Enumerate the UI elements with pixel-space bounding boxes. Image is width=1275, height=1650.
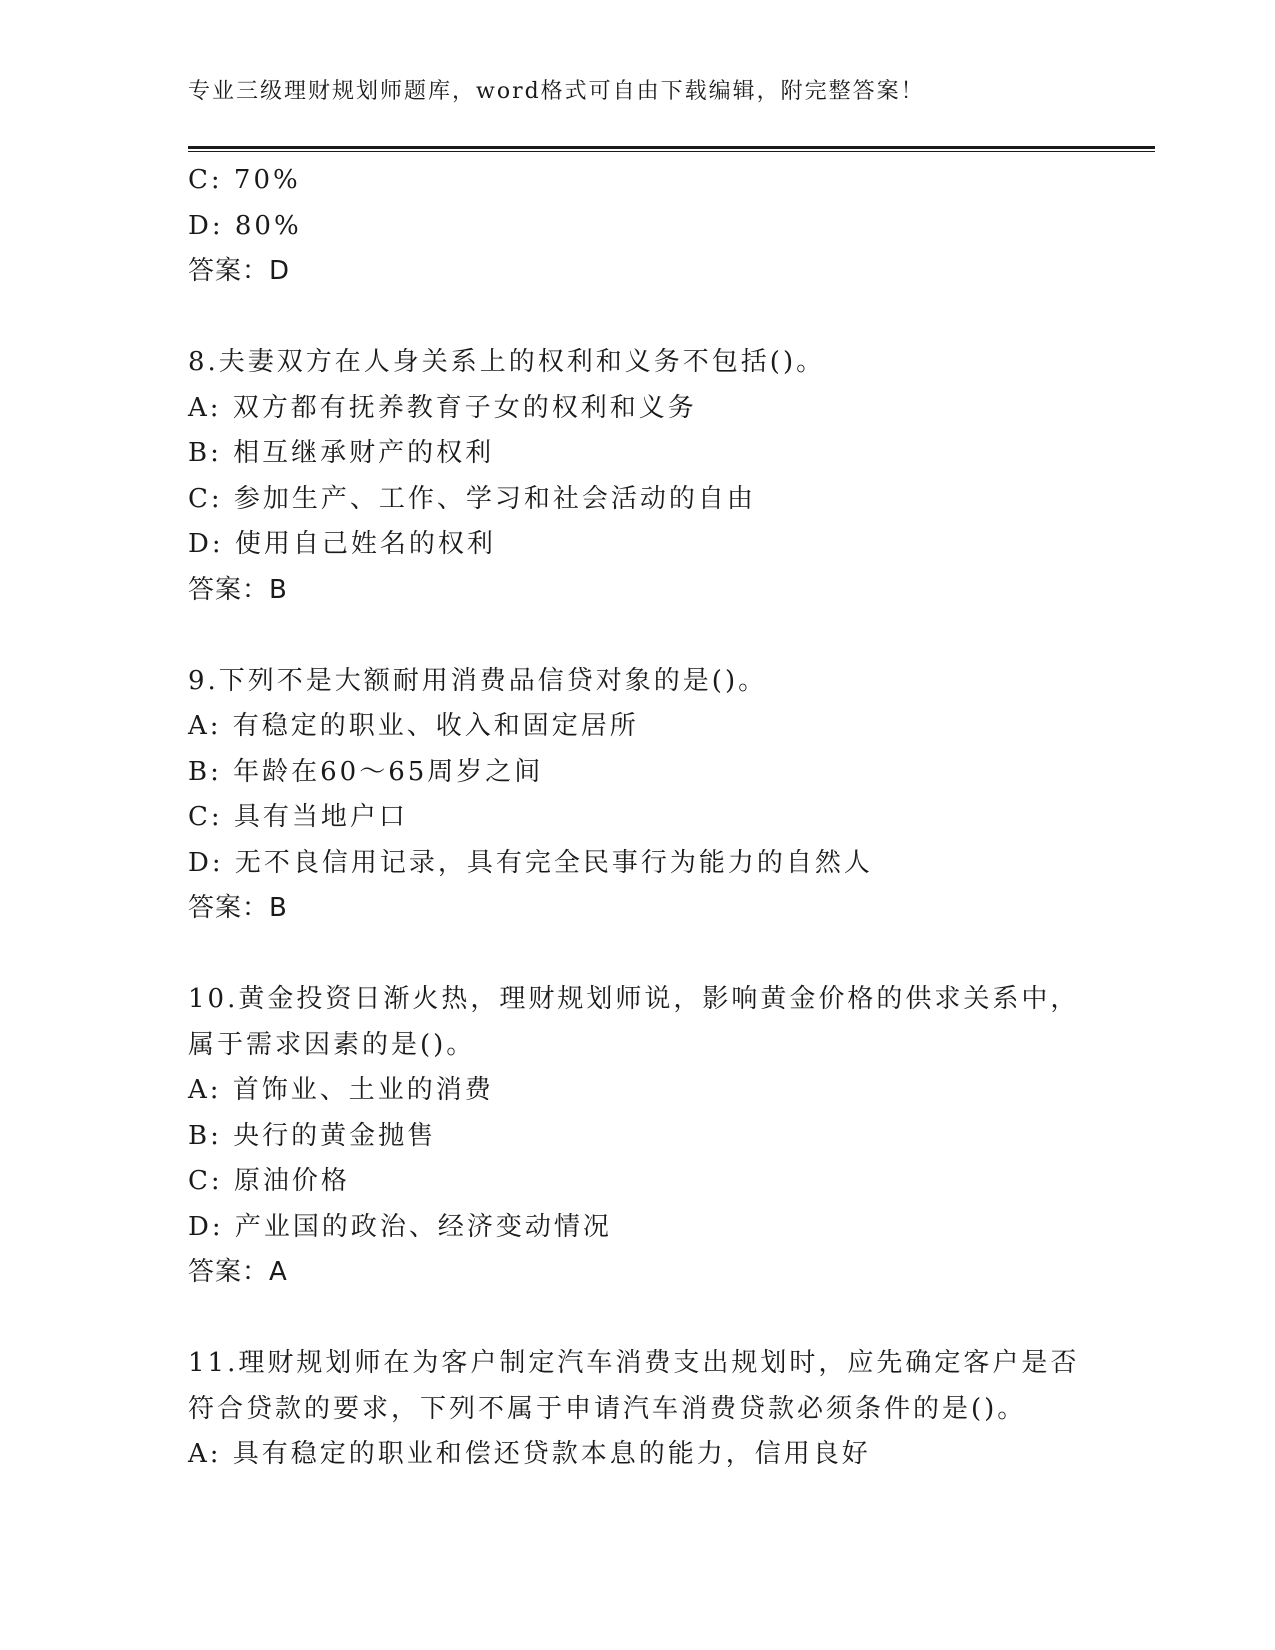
option-line: C: 具有当地户口 bbox=[188, 802, 408, 832]
answer-line: 答案：B bbox=[188, 574, 288, 605]
option-line: D: 使用自己姓名的权利 bbox=[188, 529, 496, 559]
option-line: D: 产业国的政治、经济变动情况 bbox=[188, 1211, 612, 1242]
option-line: A: 具有稳定的职业和偿还贷款本息的能力，信用良好 bbox=[188, 1439, 871, 1469]
option-line: D: 无不良信用记录，具有完全民事行为能力的自然人 bbox=[188, 847, 873, 878]
header-rule-thin bbox=[188, 151, 1155, 152]
question-stem: 属于需求因素的是()。 bbox=[188, 1029, 476, 1060]
header-rule-thick bbox=[188, 146, 1155, 149]
option-line: A: 双方都有抚养教育子女的权利和义务 bbox=[188, 392, 697, 423]
option-line: C: 70% bbox=[188, 165, 301, 195]
header-rule bbox=[188, 146, 1155, 152]
question-stem: 8.夫妻双方在人身关系上的权利和义务不包括()。 bbox=[188, 347, 826, 377]
question-stem: 9.下列不是大额耐用消费品信贷对象的是()。 bbox=[188, 665, 768, 696]
option-line: A: 首饰业、土业的消费 bbox=[188, 1075, 494, 1105]
option-line: B: 央行的黄金抛售 bbox=[188, 1120, 437, 1151]
question-stem: 11.理财规划师在为客户制定汽车消费支出规划时，应先确定客户是否 bbox=[188, 1348, 1080, 1378]
question-gap bbox=[188, 932, 1148, 978]
option-line: B: 年龄在60～65周岁之间 bbox=[188, 756, 544, 787]
option-line: B: 相互继承财产的权利 bbox=[188, 438, 495, 468]
question-stem: 符合贷款的要求，下列不属于申请汽车消费贷款必须条件的是()。 bbox=[188, 1393, 1027, 1424]
option-line: D: 80% bbox=[188, 210, 302, 241]
question-gap bbox=[188, 613, 1148, 659]
question-gap bbox=[188, 295, 1148, 341]
answer-line: 答案：B bbox=[188, 893, 288, 923]
option-line: C: 参加生产、工作、学习和社会活动的自由 bbox=[188, 483, 756, 514]
header-title: 专业三级理财规划师题库，word格式可自由下载编辑，附完整答案！ bbox=[188, 79, 925, 104]
question-content bbox=[188, 158, 1148, 1478]
question-stem: 10.黄金投资日渐火热，理财规划师说，影响黄金价格的供求关系中， bbox=[188, 984, 1080, 1014]
answer-line: 答案：D bbox=[188, 256, 291, 286]
question-gap bbox=[188, 1296, 1148, 1342]
option-line: C: 原油价格 bbox=[188, 1166, 350, 1196]
option-line: A: 有稳定的职业、收入和固定居所 bbox=[188, 711, 639, 741]
answer-line: 答案：A bbox=[188, 1257, 288, 1287]
